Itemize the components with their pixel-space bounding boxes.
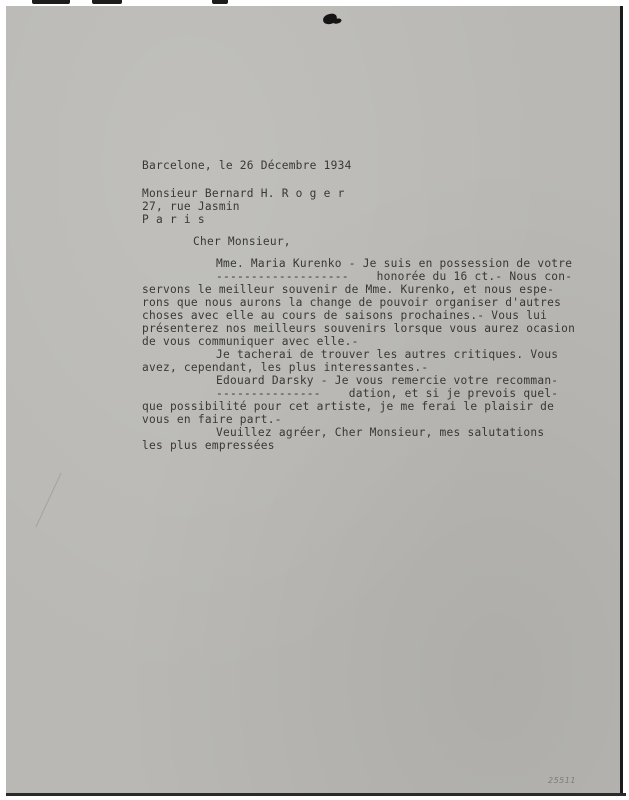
body-line: de vous communiquer avec elle.- xyxy=(142,335,359,348)
body-line: Mme. Maria Kurenko - Je suis en possession de votre xyxy=(216,257,573,270)
archive-reference: 25511 xyxy=(548,776,576,785)
recipient-name: Monsieur Bernard H. R o g e r xyxy=(142,187,345,200)
salutation: Cher Monsieur, xyxy=(193,235,291,248)
body-line: ------------------- honorée du 16 ct.- Nous con- xyxy=(216,270,573,283)
body-line: rons que nous aurons la change de pouvoir organiser d'autres xyxy=(142,296,562,309)
recipient-street: 27, rue Jasmin xyxy=(142,200,240,213)
body-line: vous en faire part.- xyxy=(142,413,282,426)
body-line: avez, cependant, les plus interessantes.- xyxy=(142,361,429,374)
ink-blot xyxy=(322,13,338,26)
body-line: Edouard Darsky - Je vous remercie votre recomman- xyxy=(216,374,559,387)
body-line: Je tacherai de trouver les autres critiques. Vous xyxy=(216,348,559,361)
place-date: Barcelone, le 26 Décembre 1934 xyxy=(142,159,352,172)
body-line: servons le meilleur souvenir de Mme. Kurenko, et nous espe- xyxy=(142,283,555,296)
recipient-city: P a r i s xyxy=(142,213,205,226)
body-line: --------------- dation, et si je prevois quel- xyxy=(216,387,559,400)
body-line: choses avec elle au cours de saisons prochaines.- Vous lui xyxy=(142,309,548,322)
body-line: que possibilité pour cet artiste, je me ferai le plaisir de xyxy=(142,400,555,413)
sheet-bottom-edge xyxy=(6,793,626,796)
body-line: présenterez nos meilleurs souvenirs lorsque vous aurez ocasion xyxy=(142,322,576,335)
closing-line: les plus empressées xyxy=(142,439,275,452)
closing-line: Veuillez agréer, Cher Monsieur, mes salutations xyxy=(216,426,545,439)
